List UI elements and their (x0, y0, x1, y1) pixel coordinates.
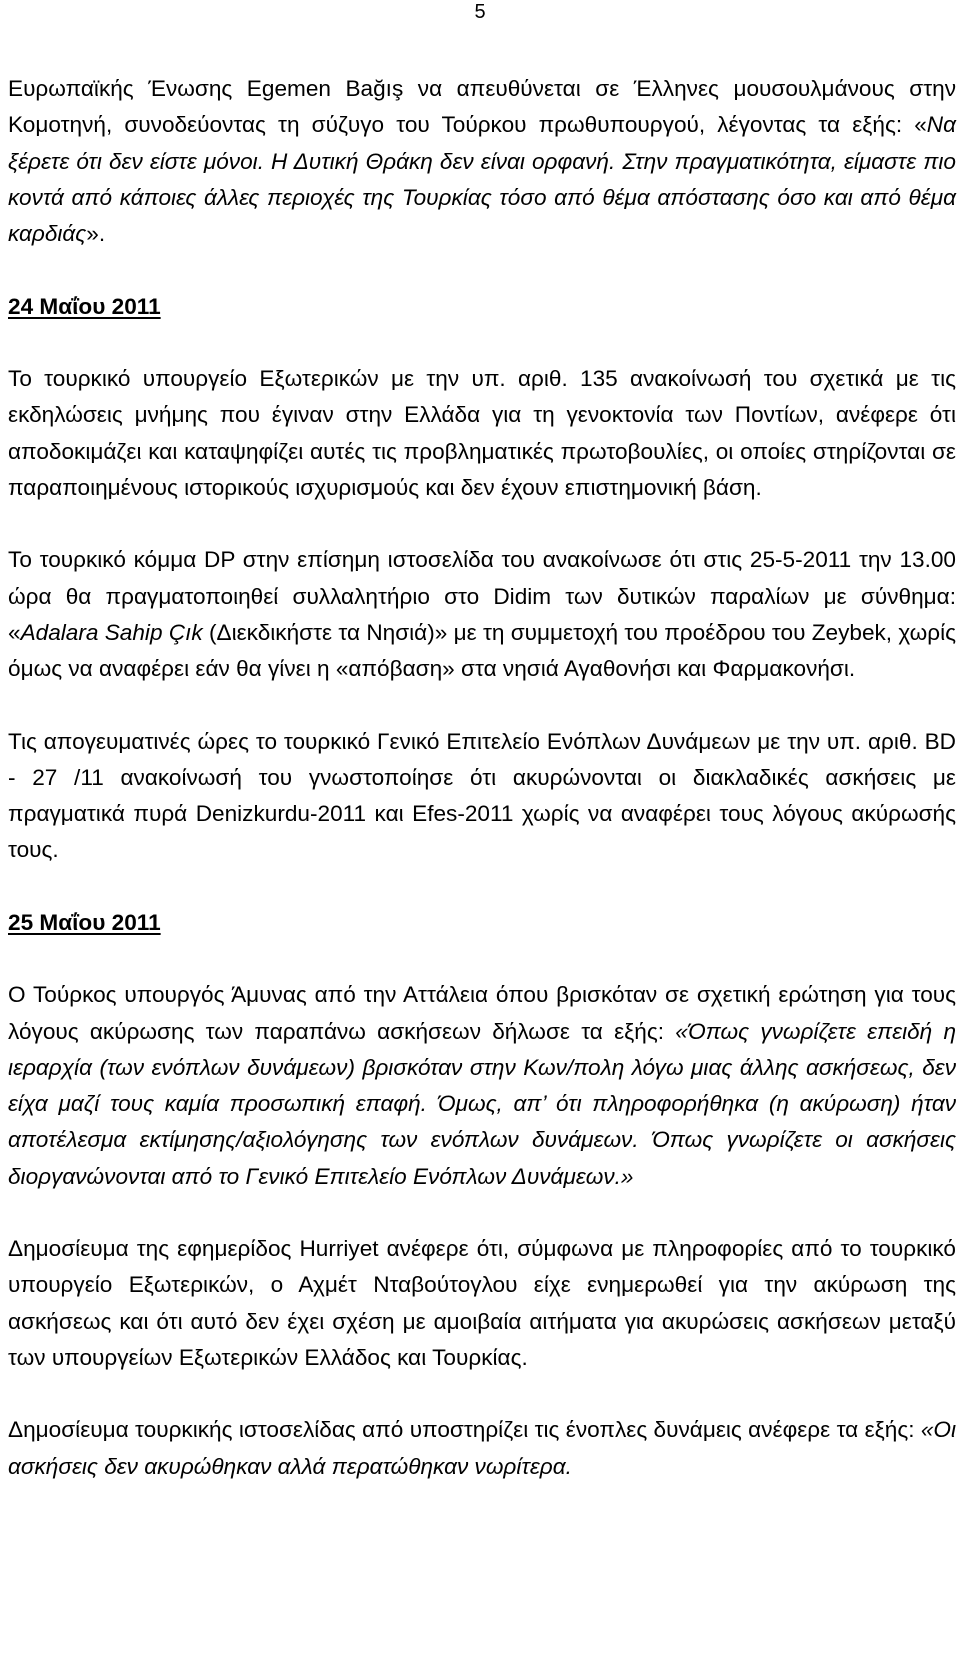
paragraph-spacer (8, 941, 956, 977)
paragraph (8, 71, 956, 252)
text-segment: Ο Τούρκος υπουργός Άμυνας από την Αττάλεια όπου βρισκόταν σε σχετική ερώτηση για τους λόγους ακύρωσης των παραπάνω ασκήσεων δήλωσε τα εξής: (8, 982, 956, 1044)
paragraph (8, 542, 956, 687)
document-body (8, 71, 956, 1485)
text-segment: (Διεκδικήστε τα Νησιά)» με τη συμμετοχή του προέδρου του Zeybek, χωρίς όμως να αναφέρει εάν θα γίνει η «απόβαση» στα νησιά Αγαθονήσι και Φαρμακονήσι. (8, 619, 957, 681)
text-segment: Δημοσίευμα τουρκικής ιστοσελίδας από υποστηρίζει τις ένοπλες δυνάμεις ανέφερε τα εξής: (8, 1417, 921, 1443)
paragraph-spacer (8, 687, 956, 723)
paragraph-spacer (8, 869, 956, 905)
italic-text: Adalara Sahip Çık (20, 619, 203, 645)
text-segment: Ευρωπαϊκής Ένωσης Egemen Bağış να απευθύνεται σε Έλληνες μουσουλμάνους στην Κομοτηνή, συνοδεύοντας τη σύζυγο του Τούρκου πρωθυπουργού, λέγοντας τα εξής: « (8, 76, 956, 138)
text-segment: Το τουρκικό υπουργείο Εξωτερικών με την υπ. αριθ. 135 ανακοίνωσή του σχετικά με τις εκδηλώσεις μνήμης που έγιναν στην Ελλάδα για τη γενοκτονία των Ποντίων, ανέφερε ότι αποδοκιμάζει και καταψηφίζει αυτές τις προβληματικές πρωτοβουλίες, οι οποίες στηρίζονται σε παραποιημένους ιστορικούς ισχυρισμούς και δεν έχουν επιστημονική βάση. (8, 366, 956, 500)
italic-text: Να ξέρετε ότι δεν είστε μόνοι. Η Δυτική Θράκη δεν είναι ορφανή. Στην πραγματικότητα, είμαστε πιο κοντά από κάποιες άλλες περιοχές της Τουρκίας τόσο από θέμα απόστασης όσο και από θέμα καρδιάς (8, 112, 956, 246)
paragraph-spacer (8, 252, 956, 288)
paragraph-spacer (8, 1195, 956, 1231)
paragraph-spacer (8, 1376, 956, 1412)
date-heading: 25 Μαΐου 2011 (8, 909, 161, 935)
paragraph (8, 1412, 956, 1485)
text-segment: Το τουρκικό κόμμα DP στην επίσημη ιστοσελίδα του ανακοίνωσε ότι στις 25-5-2011 την 13.00 ώρα θα πραγματοποιηθεί συλλαλητήριο στο Didim των δυτικών παραλίων με σύνθημα: « (8, 547, 956, 645)
paragraph (8, 1231, 956, 1376)
paragraph-spacer (8, 506, 956, 542)
italic-text: «Οι ασκήσεις δεν ακυρώθηκαν αλλά περατώθηκαν νωρίτερα. (8, 1417, 956, 1479)
text-segment: ». (86, 221, 106, 246)
date-heading: 24 Μαΐου 2011 (8, 293, 161, 319)
paragraph (8, 724, 956, 869)
paragraph (8, 977, 956, 1195)
text-segment: Τις απογευματινές ώρες το τουρκικό Γενικό Επιτελείο Ενόπλων Δυνάμεων με την υπ. αριθ. BD - 27 /11 ανακοίνωσή του γνωστοποίησε ότι ακυρώνονται οι διακλαδικές ασκήσεις με πραγματικά πυρά Denizkurdu-2011 και Efes-2011 χωρίς να αναφέρει τους λόγους ακύρωσής τους. (8, 728, 956, 863)
paragraph (8, 361, 956, 506)
text-segment: Δημοσίευμα της εφημερίδος Hurriyet ανέφερε ότι, σύμφωνα με πληροφορίες από το τουρκικό υπουργείο Εξωτερικών, ο Αχμέτ Νταβούτογλου είχε ενημερωθεί για την ακύρωση της ασκήσεως και ότι αυτό δεν έχει σχέση με αμοιβαία αιτήματα για ακυρώσεις ασκήσεων μεταξύ των υπουργείων Εξωτερικών Ελλάδος και Τουρκίας. (8, 1236, 956, 1370)
italic-text: «Όπως γνωρίζετε επειδή η ιεραρχία (των ενόπλων δυνάμεων) βρισκόταν στην Κων/πολη λόγω μιας άλλης ασκήσεως, δεν είχα μαζί τους καμία προσωπική επαφή. Όμως, απ’ ότι πληροφορήθηκα (η ακύρωση) ήταν αποτέλεσμα εκτίμησης/αξιολόγησης των ενόπλων δυνάμεων. Όπως γνωρίζετε οι ασκήσεις διοργανώνονται από το Γενικό Επιτελείο Ενόπλων Δυνάμεων.» (8, 1018, 956, 1189)
page-number: 5 (474, 1, 486, 23)
paragraph-spacer (8, 325, 956, 361)
